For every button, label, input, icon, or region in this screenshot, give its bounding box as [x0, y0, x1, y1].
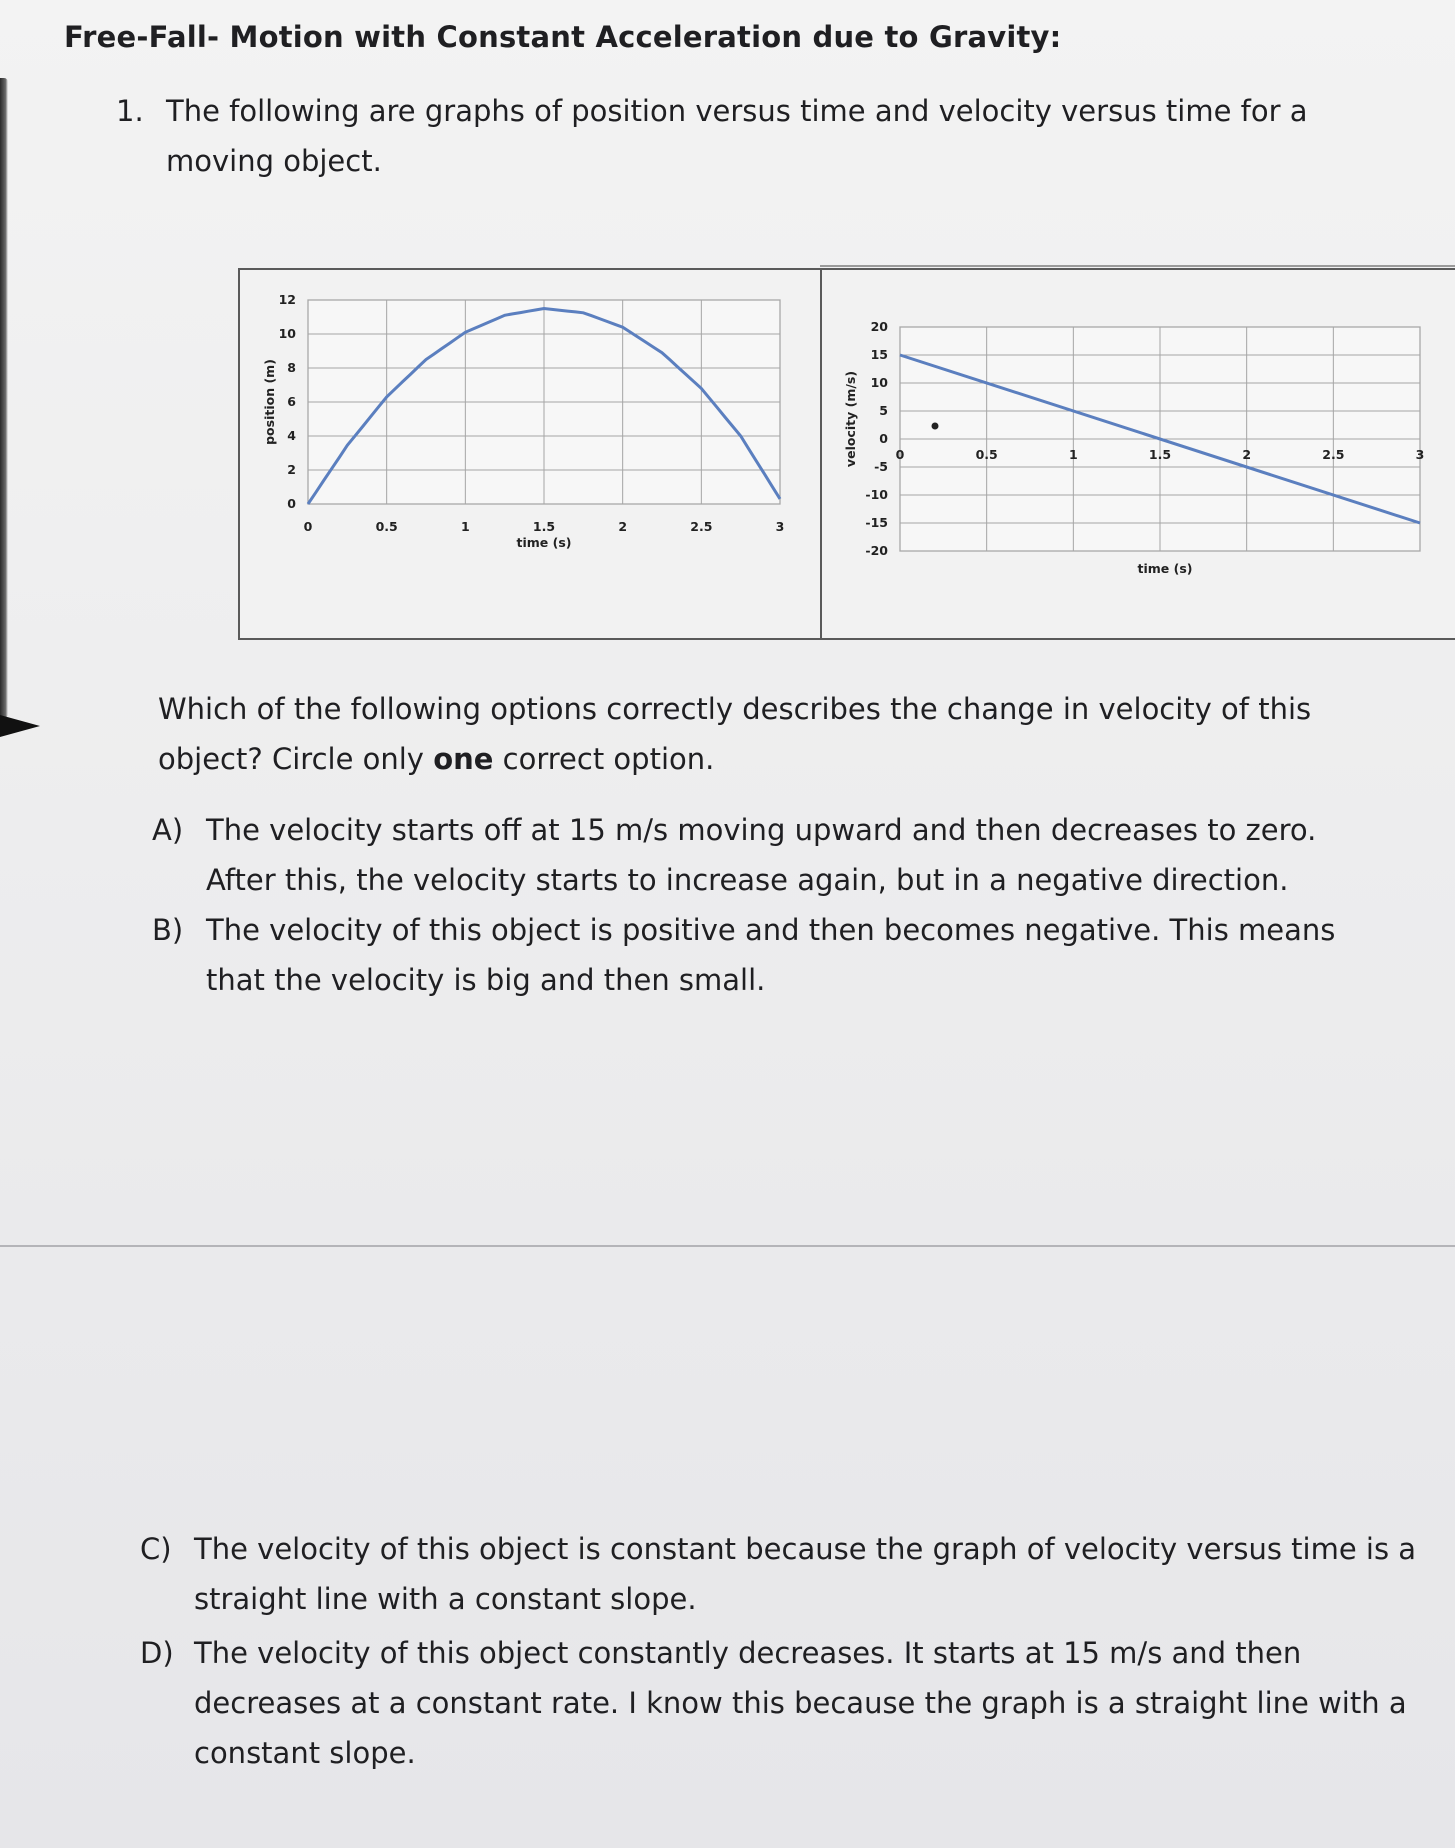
vel-y-tick-label: -10: [865, 487, 888, 502]
stray-dot: [932, 423, 939, 430]
position-time-chart: [250, 283, 810, 583]
prompt-text-end: correct option.: [493, 742, 715, 776]
instruction-prompt: [158, 684, 1358, 784]
figure-divider: [820, 268, 822, 640]
pos-y-tick-label: 4: [287, 428, 296, 443]
pos-x-tick-label: 2.5: [690, 519, 713, 534]
option-letter: A): [152, 813, 184, 847]
pos-x-tick-label: 0: [303, 519, 313, 534]
velocity-x-axis-label: time (s): [1137, 561, 1193, 576]
option-letter: D): [140, 1636, 174, 1670]
position-y-axis-label: position (m): [262, 359, 277, 445]
page-title: Free-Fall- Motion with Constant Acceleration due to Gravity:: [64, 20, 1062, 54]
option-text: The velocity of this object is constant because the graph of velocity versus time is a straight line with a constant slope.: [194, 1532, 1417, 1616]
vel-y-tick-label: 15: [870, 347, 888, 362]
page-fold-line: [0, 1245, 1455, 1247]
velocity-y-axis-label: velocity (m/s): [843, 370, 858, 468]
vel-y-tick-label: 5: [879, 403, 888, 418]
pos-x-tick-label: 0.5: [375, 519, 398, 534]
prompt-emphasis: one: [433, 742, 494, 776]
vel-x-tick-label: 1.5: [1148, 447, 1172, 462]
option-text: The velocity starts off at 15 m/s moving upward and then decreases to zero. After this, the velocity starts to increase again, but in a negative direction.: [206, 813, 1317, 897]
pos-y-tick-label: 12: [278, 292, 296, 307]
pos-y-tick-label: 0: [287, 496, 296, 511]
option-letter: C): [140, 1532, 172, 1566]
vel-x-tick-label: 2.5: [1322, 447, 1345, 462]
pos-y-tick-label: 2: [287, 462, 296, 477]
vel-y-tick-label: 20: [870, 319, 888, 334]
prompt-text-start: Which of the following options correctly describes the change in velocity of this object? Circle only: [158, 692, 1312, 776]
option-text: The velocity of this object constantly decreases. It starts at 15 m/s and then decreases at a constant rate. I know this because the graph is a straight line with a constant slope.: [194, 1636, 1407, 1770]
pos-y-tick-label: 10: [278, 326, 296, 341]
vel-x-tick-label: 2: [1242, 447, 1252, 462]
question-text: The following are graphs of position versus time and velocity versus time for a moving object.: [166, 94, 1308, 178]
vel-x-tick-label: 0: [895, 447, 905, 462]
vel-x-tick-label: 0.5: [975, 447, 998, 462]
pointer-marker-icon: [0, 715, 40, 737]
question-number: 1.: [116, 94, 144, 128]
divider-line: [820, 265, 1455, 267]
vel-x-tick-label: 3: [1415, 447, 1425, 462]
velocity-time-chart: [835, 310, 1445, 590]
vel-y-tick-label: -20: [865, 543, 888, 558]
pos-x-tick-label: 1.5: [532, 519, 556, 534]
option-letter: B): [152, 913, 184, 947]
pos-x-tick-label: 1: [460, 519, 470, 534]
vel-y-tick-label: -5: [874, 459, 888, 474]
vel-y-tick-label: 0: [879, 431, 888, 446]
pos-y-tick-label: 6: [287, 394, 296, 409]
pos-x-tick-label: 2: [618, 519, 628, 534]
pos-x-tick-label: 3: [775, 519, 785, 534]
position-x-axis-label: time (s): [516, 535, 572, 550]
vel-x-tick-label: 1: [1068, 447, 1078, 462]
pos-y-tick-label: 8: [287, 360, 296, 375]
binder-edge: [0, 78, 8, 718]
vel-y-tick-label: -15: [865, 515, 888, 530]
option-text: The velocity of this object is positive and then becomes negative. This means that the velocity is big and then small.: [206, 913, 1336, 997]
vel-y-tick-label: 10: [870, 375, 888, 390]
